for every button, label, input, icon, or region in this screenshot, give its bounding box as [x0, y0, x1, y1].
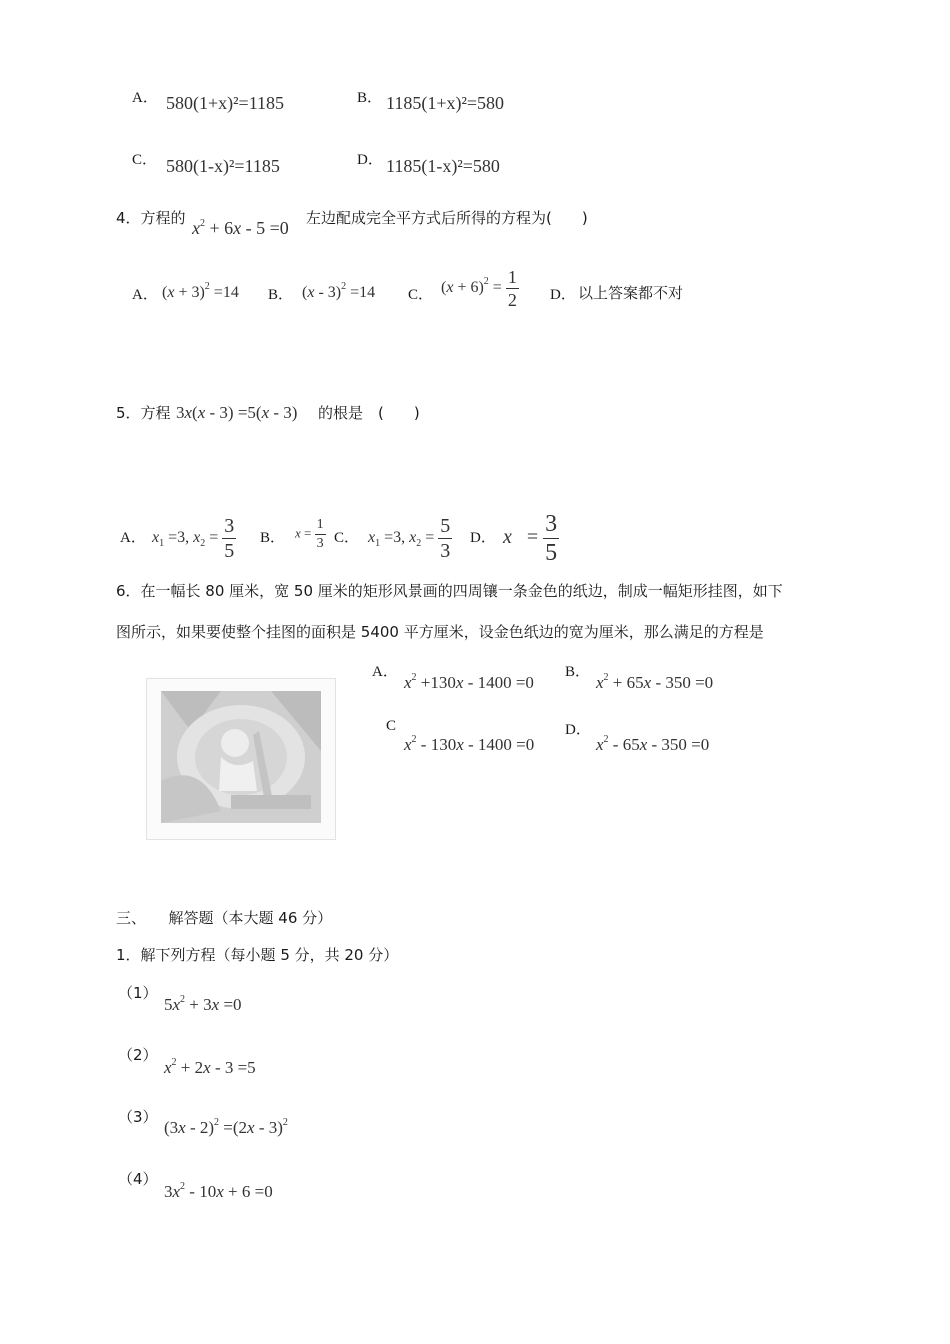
equation-2-label: （2） [118, 1046, 158, 1064]
q4-option-a-expr: $(x + 3)^2 =14$ [162, 281, 239, 301]
equation-4: $3x^2 - 10x + 6 =0$ [164, 1181, 273, 1201]
q5-stem-suffix: 的根是 ( ) [318, 404, 420, 422]
q6-option-a-label: A． [372, 664, 398, 680]
q4-option-d-text: 以上答案都不对 [578, 284, 684, 302]
q3-option-d-label: D． [357, 152, 383, 168]
q4-option-b-label: B． [268, 287, 294, 303]
q5-option-c-expr: $x_1 =3$, $x_2$ = $\frac{5}{3}$ [368, 515, 451, 562]
equation-1-label: （1） [118, 984, 158, 1002]
equation-2: $x^2 + 2x - 3 =5$ [164, 1057, 256, 1077]
q4-option-d-label: D． [550, 287, 576, 303]
q4-option-c-expr: $(x + 6)^2$ = $\frac{1}{2}$ [441, 267, 517, 310]
framed-picture [146, 678, 336, 840]
q3-option-c-expr: 580(1-x)²=1185 [166, 156, 280, 176]
q5-option-d-expr: x = $\frac{3}{5}$ [503, 511, 558, 566]
q4-option-a-label: A． [132, 287, 158, 303]
q6-option-a-expr: $x^2 +130x - 1400 =0$ [404, 672, 534, 692]
q6-option-d-expr: $x^2 - 65x - 350 =0$ [596, 734, 710, 754]
q6-stem-line1: 6．在一幅长 80 厘米，宽 50 厘米的矩形风景画的四周镶一条金色的纸边，制成一幅矩形挂图，如下 [116, 582, 783, 600]
q5-option-a-expr: $x_1 =3$, $x_2$ = $\frac{3}{5}$ [152, 515, 235, 562]
q6-stem-line2: 图所示，如果要使整个挂图的面积是 5400 平方厘米，设金色纸边的宽为厘米，那么满足的方程是 [116, 623, 764, 641]
q4-option-b-expr: (x - 3)$^2$ =14 [302, 281, 376, 301]
equation-1: $5x^2 + 3x =0$ [164, 994, 242, 1014]
equation-3-label: （3） [118, 1108, 158, 1126]
q4-stem-equation: $x^2 + 6x - 5 =0$ [192, 218, 289, 238]
q5-option-c-label: C． [334, 530, 360, 546]
section3-q1-stem: 1．解下列方程（每小题 5 分，共 20 分） [116, 946, 399, 964]
q3-option-a-expr: 580(1+x)²=1185 [166, 93, 285, 113]
q4-stem-prefix: 4．方程的 [116, 209, 186, 227]
equation-3: (3x - 2)$^2$ =(2x - 3)$^2$ [164, 1117, 288, 1137]
q6-option-b-expr: $x^2 + 65x - 350 =0$ [596, 672, 714, 692]
q6-option-d-label: D． [565, 722, 591, 738]
q4-option-c-label: C． [408, 287, 434, 303]
q3-option-b-label: B． [357, 90, 383, 106]
q5-option-a-label: A． [120, 530, 146, 546]
q5-stem-prefix: 5．方程 [116, 404, 171, 422]
q5-option-b-label-text: B． [260, 530, 286, 546]
q6-option-c-label: C [386, 718, 397, 734]
section3-heading: 三、 解答题（本大题 46 分） [116, 909, 333, 927]
q4-stem-suffix: 左边配成完全平方式后所得的方程为( ) [306, 209, 588, 227]
equation-4-label: （4） [118, 1170, 158, 1188]
q3-option-d-expr: 1185(1-x)²=580 [386, 156, 500, 176]
q6-option-b-label: B． [565, 664, 591, 680]
q6-option-c-expr: $x^2 - 130x - 1400 =0$ [404, 734, 535, 754]
landscape-photo [161, 691, 321, 823]
q5-option-b-expr: x = $\frac{1}{3}$ [295, 517, 324, 551]
q3-option-a-label: A． [132, 90, 158, 106]
q3-option-c-label: C． [132, 152, 158, 168]
q5-stem-equation: 3x(x - 3) =5(x - 3) [176, 403, 298, 422]
q3-option-b-expr: 1185(1+x)²=580 [386, 93, 505, 113]
q5-option-d-label: D． [470, 530, 496, 546]
photo-illustration-icon [161, 691, 321, 823]
